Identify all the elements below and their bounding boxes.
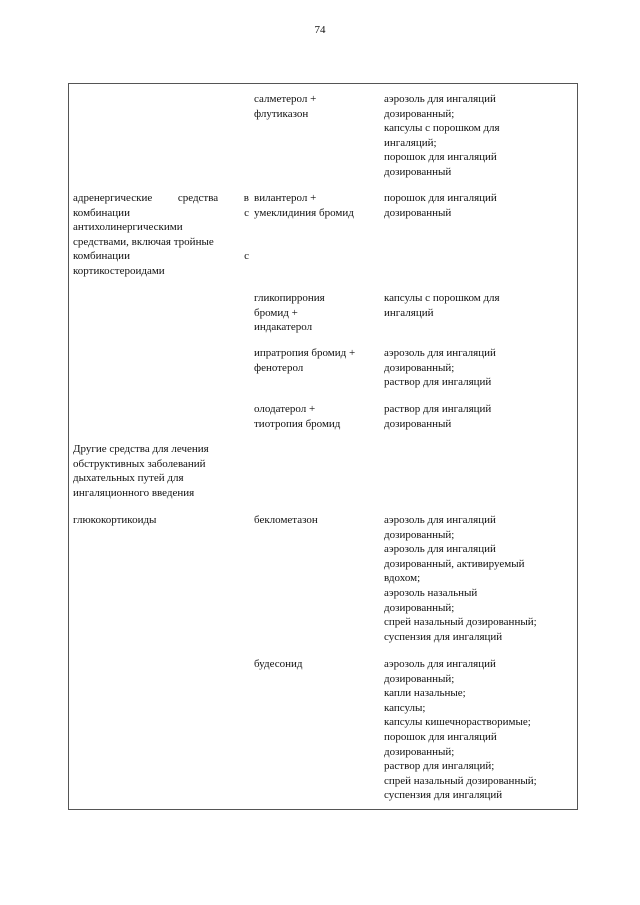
dosage-form-line: вдохом; [384,572,421,585]
drug-name-line: гликопиррония [254,292,325,304]
drug-name-line: умеклидиния бромид [254,206,354,219]
dosage-form-line: капсулы с порошком для [384,122,500,135]
group-name-line: средствами, включая тройные [73,235,214,248]
drug-name-cell [254,291,379,335]
dosage-form-line: спрей назальный дозированный; [384,774,537,787]
group-name-word: с [244,250,249,263]
dosage-form-line: дозированный, активируемый [384,557,525,570]
drug-name-line: тиотропия бромид [254,417,341,430]
drug-name-line: будесонид [254,658,303,670]
dosage-form-line: порошок для ингаляций [384,151,497,164]
drug-name-line: салметерол + [254,93,317,105]
group-name-line: дыхательных путей для [73,472,184,485]
drug-name-cell [254,657,379,672]
dosage-form-line: ингаляций; [384,136,437,149]
drug-name-cell [254,402,379,431]
group-name-word: средства [177,192,219,204]
dosage-form-line: дозированный; [384,601,455,614]
dosage-form-cell [384,657,570,803]
dosage-form-line: капсулы с порошком для [384,292,500,304]
dosage-form-line: суспензия для ингаляций [384,789,503,802]
dosage-form-line: аэрозоль для ингаляций [384,514,496,526]
dosage-form-line: порошок для ингаляций [384,730,497,743]
dosage-form-line: дозированный [384,165,452,178]
dosage-form-line: суспензия для ингаляций [384,630,503,643]
dosage-form-line: дозированный; [384,528,455,541]
dosage-form-line: дозированный; [384,672,455,685]
group-name-word: адренергические [73,192,153,204]
drug-name-line: беклометазон [254,514,318,526]
group-name-line: Другие средства для лечения [73,443,209,455]
group-name-line: обструктивных заболеваний [73,457,206,470]
drug-name-line: фенотерол [254,361,304,374]
dosage-form-line: порошок для ингаляций [384,192,497,204]
drug-name-cell [254,346,379,375]
drug-name-line: ипратропия бромид + [254,347,356,359]
dosage-form-cell [384,402,570,431]
group-name-cell [73,513,249,528]
group-name-word: с [244,206,249,219]
dosage-form-line: капсулы; [384,701,426,714]
group-name-cell [73,191,249,279]
group-name-line: кортикостероидами [73,264,165,277]
group-name-word: комбинации [73,206,130,219]
dosage-form-line: аэрозоль назальный [384,586,478,599]
drug-name-cell [254,92,379,121]
dosage-form-cell [384,92,570,180]
dosage-form-line: ингаляций [384,306,434,319]
dosage-form-cell [384,346,570,390]
dosage-form-cell [384,513,570,644]
drug-name-cell [254,513,379,528]
group-name-line: антихолинергическими [73,221,183,234]
group-name-line [73,249,249,264]
dosage-form-line: раствор для ингаляций [384,376,492,389]
dosage-form-line: капсулы кишечнорастворимые; [384,716,531,729]
dosage-form-line: раствор для ингаляций [384,403,492,415]
drug-name-line: флутиказон [254,107,309,120]
dosage-form-line: дозированный; [384,361,455,374]
dosage-form-line: аэрозоль для ингаляций [384,93,496,105]
dosage-form-line: аэрозоль для ингаляций [384,658,496,670]
dosage-form-line: дозированный [384,417,452,430]
dosage-form-line: дозированный; [384,107,455,120]
dosage-form-line: спрей назальный дозированный; [384,616,537,629]
group-name-line: глюкокортикоиды [73,514,157,526]
dosage-form-cell [384,191,570,220]
drug-name-line: вилантерол + [254,192,317,204]
drug-name-line: индакатерол [254,321,313,334]
dosage-form-line: аэрозоль для ингаляций [384,347,496,359]
group-name-line: ингаляционного введения [73,486,195,499]
dosage-form-line: дозированный [384,206,452,219]
group-name-cell [73,442,249,500]
dosage-form-line: дозированный; [384,745,455,758]
page-number: 74 [314,24,326,36]
dosage-form-line: раствор для ингаляций; [384,760,495,773]
group-name-word: в [243,192,249,204]
dosage-form-line: капли назальные; [384,687,466,700]
drug-name-cell [254,191,379,220]
dosage-form-cell [384,291,570,320]
drug-name-line: бромид + [254,306,298,319]
group-name-word: комбинации [73,250,130,263]
drug-name-line: олодатерол + [254,403,316,415]
group-name-line [73,206,249,221]
group-name-line [73,191,249,206]
dosage-form-line: аэрозоль для ингаляций [384,543,496,556]
